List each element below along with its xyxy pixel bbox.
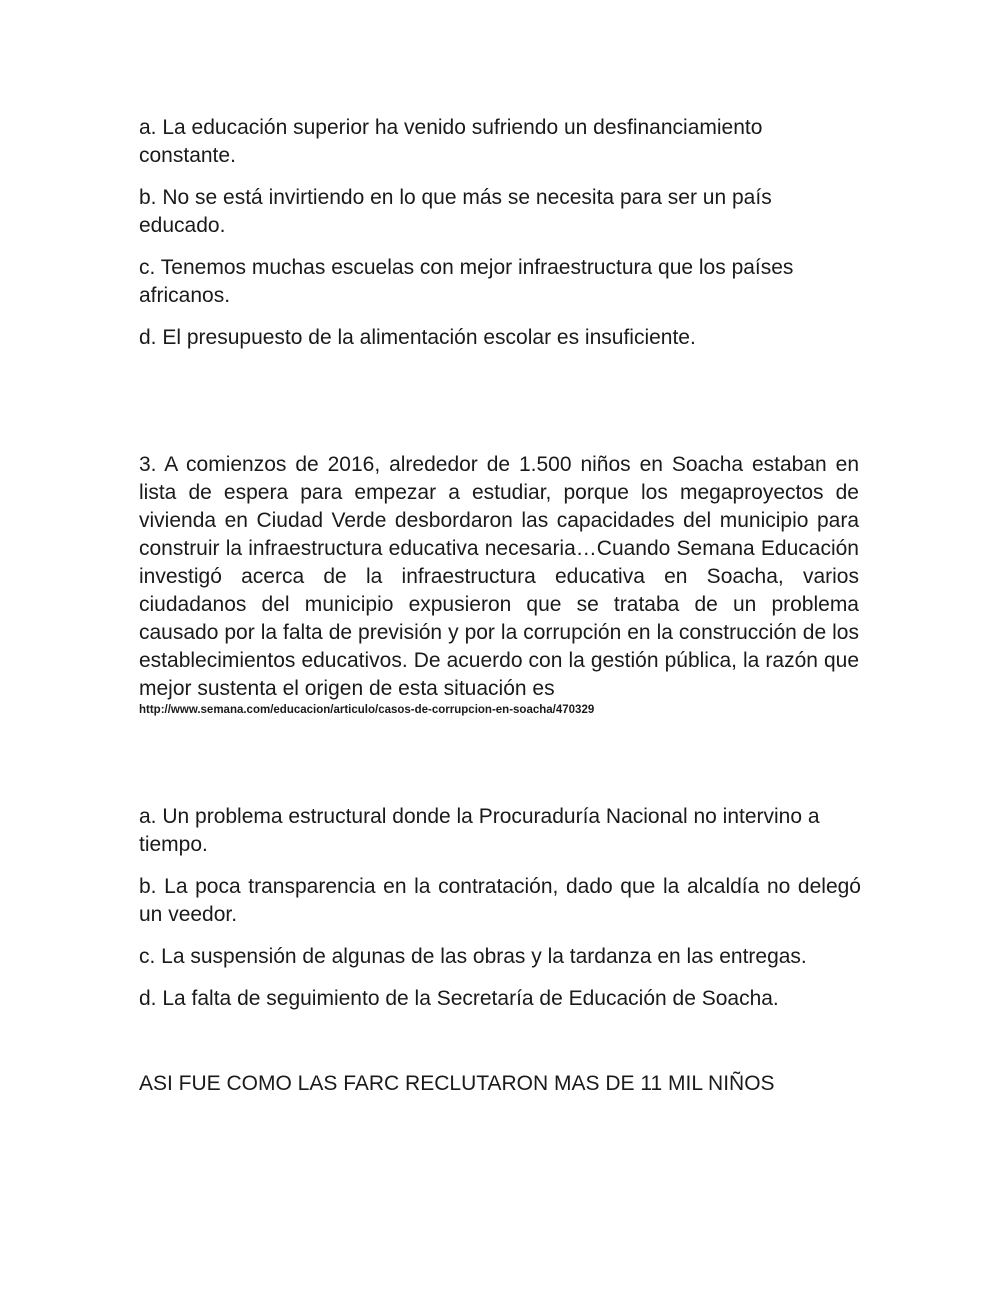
q3-option-a: a. Un problema estructural donde la Procuraduría Nacional no intervino a tiempo. [139, 805, 820, 856]
q2-option-a: a. La educación superior ha venido sufriendo un desfinanciamiento constante. [139, 116, 763, 167]
q2-option-b: b. No se está invirtiendo en lo que más se necesita para ser un país educado. [139, 186, 772, 237]
q2-option-c: c. Tenemos muchas escuelas con mejor infraestructura que los países africanos. [139, 256, 794, 307]
q2-option-d: d. El presupuesto de la alimentación escolar es insuficiente. [139, 326, 696, 349]
q3-source-link[interactable]: http://www.semana.com/educacion/articulo/casos-de-corrupcion-en-soacha/470329 [139, 704, 595, 716]
section-heading: ASI FUE COMO LAS FARC RECLUTARON MAS DE 11 MIL NIÑOS [139, 1072, 775, 1095]
q3-option-b: b. La poca transparencia en la contratación, dado que la alcaldía no delegó un veedor. [139, 875, 861, 926]
q3-option-d: d. La falta de seguimiento de la Secretaría de Educación de Soacha. [139, 987, 779, 1010]
q3-stem: 3. A comienzos de 2016, alrededor de 1.500 niños en Soacha estaban en lista de espera para empezar a estudiar, porque los megaproyectos de vivienda en Ciudad Verde desbordaron las capacidades del municipio para construir la infraestructura educativa necesaria…Cuando Semana Educación investigó acerca de la infraestructura educativa en Soacha, varios ciudadanos del municipio expusieron que se trataba de un problema causado por la falta de previsión y por la corrupción en la construcción de los establecimientos educativos. De acuerdo con la gestión pública, la razón que mejor sustenta el origen de esta situación es [139, 453, 859, 700]
q3-option-c: c. La suspensión de algunas de las obras y la tardanza en las entregas. [139, 945, 807, 968]
q3-question-text [139, 451, 859, 717]
